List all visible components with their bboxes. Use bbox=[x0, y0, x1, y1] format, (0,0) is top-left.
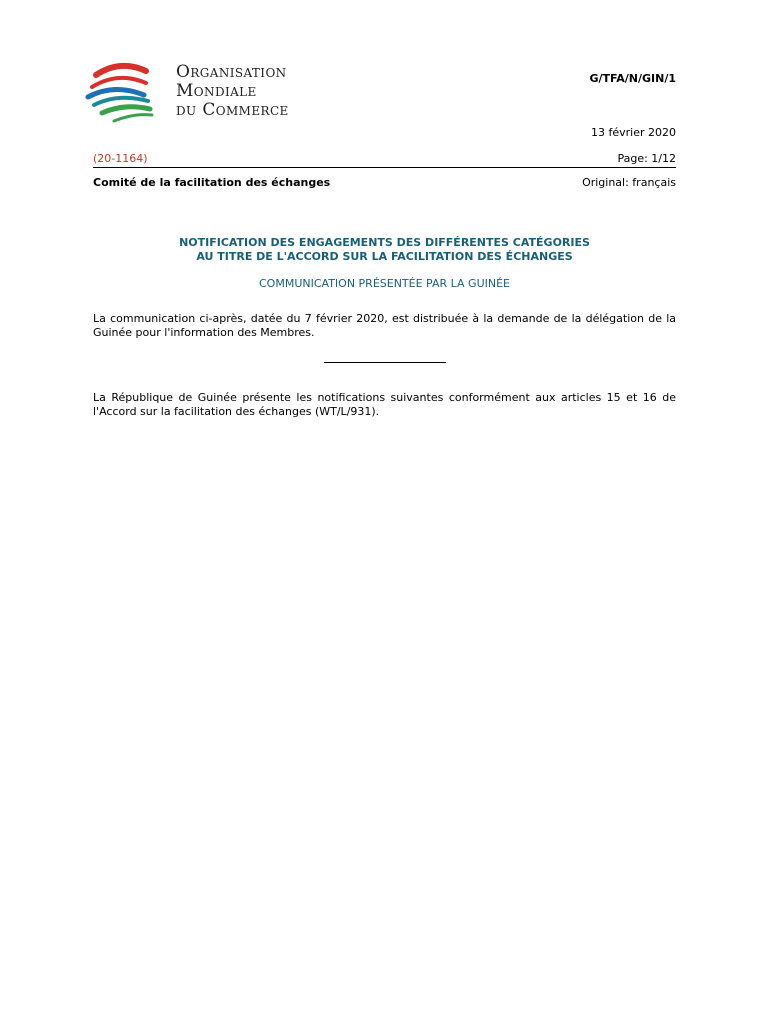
original-language: Original: français bbox=[582, 176, 676, 189]
intro-paragraph: La communication ci-après, datée du 7 février 2020, est distribuée à la demande de la délégation de la Guinée pour l'information des Membres. bbox=[93, 312, 676, 339]
document-number: (20-1164) bbox=[93, 152, 148, 165]
document-title bbox=[93, 236, 676, 264]
org-name-line2: Mondiale bbox=[176, 81, 257, 101]
org-name-line3: du Commerce bbox=[176, 100, 289, 120]
header-divider bbox=[93, 167, 676, 168]
org-name-line1: Organisation bbox=[176, 62, 287, 82]
title-line-1: NOTIFICATION DES ENGAGEMENTS DES DIFFÉRENTES CATÉGORIES bbox=[179, 236, 590, 249]
body-paragraph: La République de Guinée présente les notifications suivantes conformément aux articles 15 et 16 de l'Accord sur la facilitation des échanges (WT/L/931). bbox=[93, 391, 676, 418]
wto-logo-icon bbox=[84, 57, 164, 129]
committee-name: Comité de la facilitation des échanges bbox=[93, 176, 331, 189]
document-date: 13 février 2020 bbox=[590, 126, 676, 139]
wto-logo bbox=[84, 57, 344, 129]
document-subtitle: COMMUNICATION PRÉSENTÉE PAR LA GUINÉE bbox=[259, 277, 510, 290]
section-separator bbox=[324, 362, 446, 363]
logo-wordmark bbox=[176, 63, 289, 120]
page-indicator: Page: 1/12 bbox=[617, 152, 676, 165]
title-line-2: AU TITRE DE L'ACCORD SUR LA FACILITATION DES ÉCHANGES bbox=[196, 250, 573, 263]
document-symbol: G/TFA/N/GIN/1 bbox=[589, 72, 676, 85]
